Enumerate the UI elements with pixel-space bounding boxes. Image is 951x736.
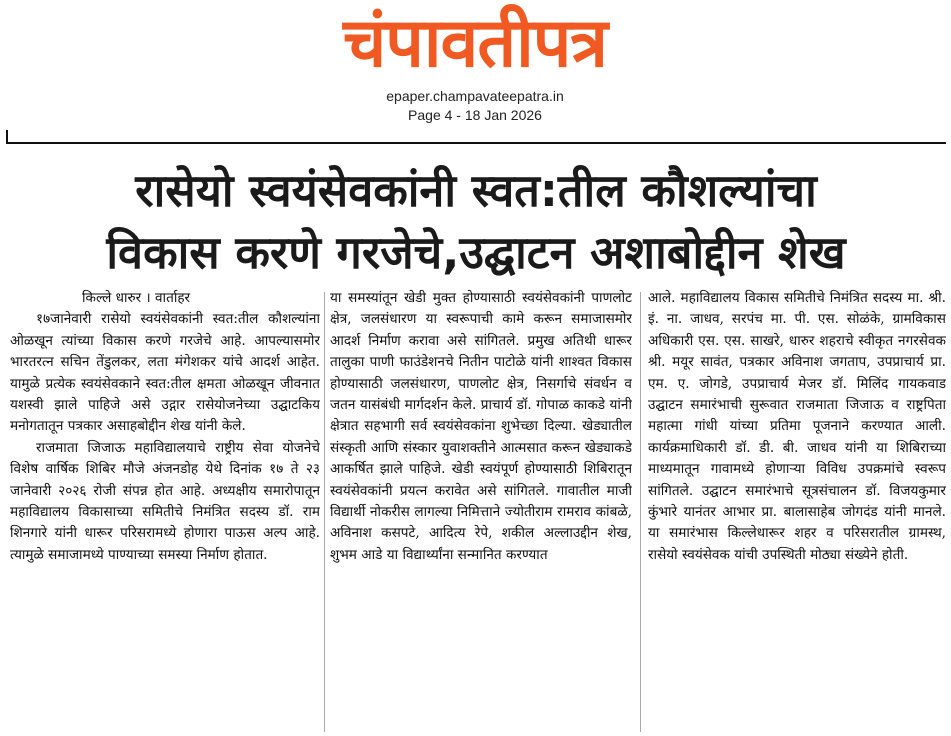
headline-line-2: विकास करणे गरजेचे,उद्घाटन अशाबोद्दीन शेख <box>106 226 846 279</box>
article-column-2 <box>330 288 632 733</box>
column-divider <box>640 292 641 732</box>
article-column-1 <box>10 288 320 733</box>
paragraph: १७जानेवारी रासेयो स्वयंसेवकांनी स्वत:तील कौशल्यांना ओळखून त्यांच्या विकास करणे गरजेचे आहे. आपल्यासमोर भारतरत्न सचिन तेंडुलकर, लता मंगेशकर यांचे आदर्श आहेत. यामुळे प्रत्येक स्वयंसेवकाने स्वत:तील क्षमता ओळखून जीवनात यशस्वी झाले पाहिजे असे उद्गार रासेयोजनेच्या उद्घाटकिय मनोगतातून पत्रकार असाहबोद्दीन शेख यांनी केले. <box>10 311 320 435</box>
newspaper-logo: चंपावतीपत्र <box>343 4 607 83</box>
article-column-3 <box>648 288 946 733</box>
paragraph: राजमाता जिजाऊ महाविद्यालयाचे राष्ट्रीय सेवा योजनेचे विशेष वार्षिक शिबिर मौजे अंजनडोह येथे दिनांक १७ ते २३ जानेवारी २०२६ रोजी संपन्न होत आहे. अध्यक्षीय समारोपातून महाविद्यालय विकासाच्या समितीचे निमंत्रित सदस्य डॉ. राम शिनगारे यांनी धारूर परिसरामध्ये होणारा पाऊस अल्प आहे. त्यामुळे समाजामध्ये पाण्याच्या समस्या निर्माण होतात. <box>10 439 320 563</box>
column-divider <box>324 292 325 732</box>
dateline: किल्ले धारुर । वार्ताहर <box>82 290 191 306</box>
paragraph: या समस्यांतून खेडी मुक्त होण्यासाठी स्वयंसेवकांनी पाणलोट क्षेत्र, जलसंधारण या स्वरूपाची कामे करून समाजासमोर आदर्श निर्माण करावा असे सांगितले. प्रमुख अतिथी धारूर तालुका पाणी फाउंडेशनचे नितीन पाटोळे यांनी शाश्वत विकास होण्यासाठी जलसंधारण, पाणलोट क्षेत्र, निसर्गाचे संवर्धन व जतन यासंबंधी मार्गदर्शन केले. प्राचार्य डॉ. गोपाळ काकडे यांनी क्षेत्रात सहभागी सर्व स्वयंसेवकांना शुभेच्छा दिल्या. खेड्यातील संस्कृती आणि संस्कार युवाशक्तीने आत्मसात करून खेड्याकडे आकर्षित झाले पाहिजे. खेडी स्वयंपूर्ण होण्यासाठी शिबिरातून स्वयंसेवकांनी प्रयत्न करावेत असे सांगितले. गावातील माजी विद्यार्थी नोकरीस लागल्या निमित्ताने ज्योतीराम रामराव कांबळे, अविनाश कसपटे, आदित्य रेपे, शकील अल्लाउद्दीन शेख, शुभम आडे या विद्यार्थ्यांना सन्मानित करण्यात <box>330 290 632 563</box>
page-info: Page 4 - 18 Jan 2026 <box>408 107 542 123</box>
headline-line-1: रासेयो स्वयंसेवकांनी स्वत:तील कौशल्यांचा <box>135 164 817 217</box>
paragraph: आले. महाविद्यालय विकास समितीचे निमंत्रित सदस्य मा. श्री. इं. ना. जाधव, सरपंच मा. पी. एस. सोळंके, ग्रामविकास अधिकारी एस. एस. साखरे, धारुर शहराचे स्वीकृत नगरसेवक श्री. मयूर सावंत, पत्रकार अविनाश जगताप, उपप्राचार्य प्रा. एम. ए. जोगडे, उपप्राचार्य मेजर डॉ. मिलिंद गायकवाड उद्घाटन समारंभाची सुरूवात राजमाता जिजाऊ व राष्ट्रपिता महात्मा गांधी यांच्या प्रतिमा पूजनाने करण्यात आली. कार्यक्रमाधिकारी डॉ. डी. बी. जाधव यांनी या शिबिराच्या माध्यमातून गावामध्ये होणाऱ्या विविध उपक्रमांचे स्वरूप सांगितले. उद्घाटन समारंभाचे सूत्रसंचालन डॉ. विजयकुमार कुंभारे यानंतर आभार प्रा. बालासाहेब जोगदंड यांनी मानले. या समारंभास किल्लेधारूर शहर व परिसरातील ग्रामस्थ, रासेयो स्वयंसेवक यांची उपस्थिती मोठ्या संख्येने होती. <box>648 290 946 563</box>
site-url: epaper.champavateepatra.in <box>386 88 564 104</box>
masthead <box>0 0 951 150</box>
clipping-border <box>6 130 946 144</box>
